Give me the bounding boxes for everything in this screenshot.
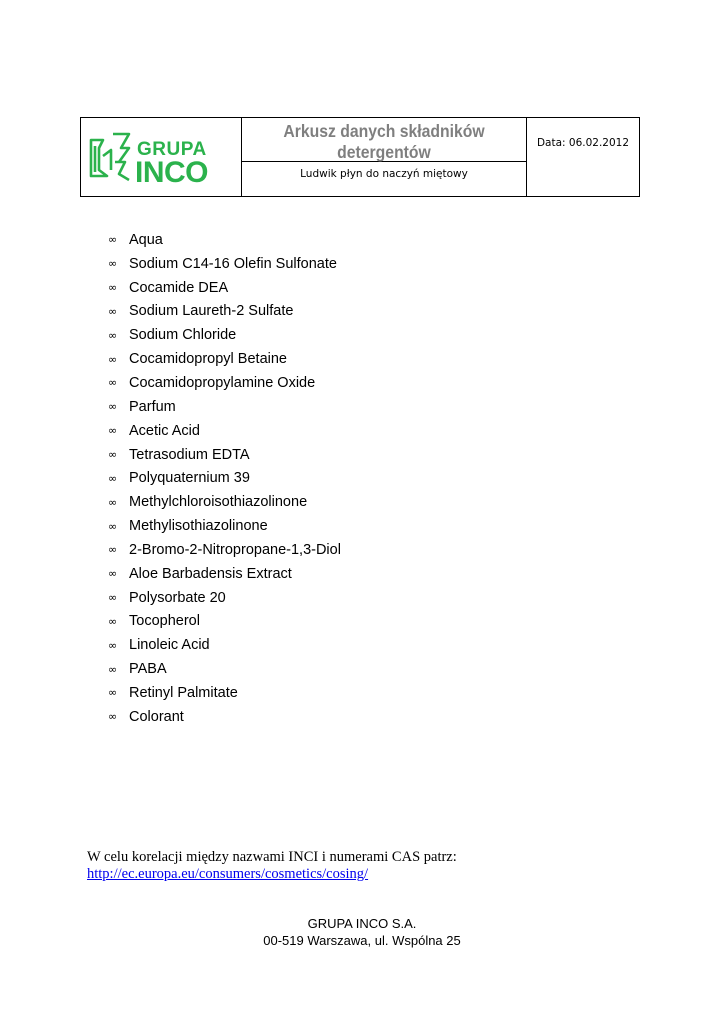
ingredient-name: Colorant bbox=[129, 708, 184, 725]
infinity-bullet-icon: ∞ bbox=[108, 400, 118, 414]
infinity-bullet-icon: ∞ bbox=[108, 519, 118, 533]
ingredient-name: Cocamidopropyl Betaine bbox=[129, 351, 287, 368]
product-name: Ludwik płyn do naczyń miętowy bbox=[300, 168, 468, 180]
ingredient-item bbox=[108, 443, 341, 467]
footer-address: 00-519 Warszawa, ul. Wspólna 25 bbox=[263, 933, 461, 948]
infinity-bullet-icon: ∞ bbox=[108, 352, 118, 366]
infinity-bullet-icon: ∞ bbox=[108, 662, 118, 676]
ingredient-item bbox=[108, 538, 341, 562]
ingredient-name: Aqua bbox=[129, 231, 163, 248]
ingredient-item bbox=[108, 466, 341, 490]
footer bbox=[0, 915, 724, 949]
infinity-bullet-icon: ∞ bbox=[108, 543, 118, 557]
infinity-bullet-icon: ∞ bbox=[108, 591, 118, 605]
ingredient-item bbox=[108, 490, 341, 514]
infinity-bullet-icon: ∞ bbox=[108, 281, 118, 295]
infinity-bullet-icon: ∞ bbox=[108, 471, 118, 485]
footer-company: GRUPA INCO S.A. bbox=[307, 916, 417, 931]
infinity-bullet-icon: ∞ bbox=[108, 376, 118, 390]
document-title: Arkusz danych składników detergentów bbox=[283, 121, 485, 162]
logo-word-grupa: GRUPA bbox=[137, 139, 207, 160]
ingredient-name: Sodium Chloride bbox=[129, 327, 237, 344]
logo-cell bbox=[81, 118, 242, 196]
date-cell bbox=[527, 118, 639, 162]
ingredient-item bbox=[108, 586, 341, 610]
infinity-bullet-icon: ∞ bbox=[108, 495, 118, 509]
cas-note-text: W celu korelacji między nazwami INCI i numerami CAS patrz: bbox=[87, 849, 457, 865]
infinity-bullet-icon: ∞ bbox=[108, 448, 118, 462]
ingredient-item bbox=[108, 681, 341, 705]
ingredient-name: Polysorbate 20 bbox=[129, 589, 226, 606]
infinity-bullet-icon: ∞ bbox=[108, 710, 118, 724]
ingredient-list bbox=[108, 228, 341, 729]
ingredient-item bbox=[108, 300, 341, 324]
ingredient-name: Polyquaternium 39 bbox=[129, 470, 250, 487]
infinity-bullet-icon: ∞ bbox=[108, 686, 118, 700]
ingredient-name: Methylchloroisothiazolinone bbox=[129, 494, 308, 511]
document-date: Data: 06.02.2012 bbox=[536, 137, 630, 149]
infinity-bullet-icon: ∞ bbox=[108, 304, 118, 318]
ingredient-name: Aloe Barbadensis Extract bbox=[129, 565, 292, 582]
ingredient-item bbox=[108, 347, 341, 371]
subtitle-cell bbox=[242, 162, 527, 196]
infinity-bullet-icon: ∞ bbox=[108, 638, 118, 652]
ingredient-name: Methylisothiazolinone bbox=[129, 518, 268, 535]
ingredient-item bbox=[108, 228, 341, 252]
infinity-bullet-icon: ∞ bbox=[108, 257, 118, 271]
title-cell bbox=[242, 118, 527, 162]
ingredient-item bbox=[108, 633, 341, 657]
ingredient-item bbox=[108, 323, 341, 347]
ingredient-item bbox=[108, 419, 341, 443]
ingredient-name: Linoleic Acid bbox=[129, 637, 210, 654]
ingredient-item bbox=[108, 610, 341, 634]
infinity-bullet-icon: ∞ bbox=[108, 424, 118, 438]
ingredient-name: Tocopherol bbox=[129, 613, 200, 630]
ingredient-name: Cocamide DEA bbox=[129, 279, 229, 296]
ingredient-name: 2-Bromo-2-Nitropropane-1,3-Diol bbox=[129, 541, 341, 558]
ingredient-item bbox=[108, 276, 341, 300]
ingredient-name: Sodium C14-16 Olefin Sulfonate bbox=[129, 255, 337, 272]
ingredient-item bbox=[108, 395, 341, 419]
ingredient-name: Acetic Acid bbox=[129, 422, 200, 439]
cosing-link[interactable]: http://ec.europa.eu/consumers/cosmetics/cosing/ bbox=[87, 866, 369, 882]
ingredient-item bbox=[108, 371, 341, 395]
infinity-bullet-icon: ∞ bbox=[108, 614, 118, 628]
infinity-bullet-icon: ∞ bbox=[108, 567, 118, 581]
ingredient-name: Sodium Laureth-2 Sulfate bbox=[129, 303, 294, 320]
ingredient-item bbox=[108, 657, 341, 681]
logo-word-inco: INCO bbox=[135, 156, 208, 189]
infinity-bullet-icon: ∞ bbox=[108, 233, 118, 247]
header-table bbox=[80, 117, 640, 197]
ingredient-name: Retinyl Palmitate bbox=[129, 684, 238, 701]
ingredient-item bbox=[108, 252, 341, 276]
grupa-inco-logo-icon bbox=[89, 132, 135, 182]
ingredient-item bbox=[108, 562, 341, 586]
ingredient-name: Tetrasodium EDTA bbox=[129, 446, 250, 463]
ingredient-name: Parfum bbox=[129, 398, 176, 415]
ingredient-item bbox=[108, 705, 341, 729]
cas-note bbox=[87, 849, 457, 883]
infinity-bullet-icon: ∞ bbox=[108, 328, 118, 342]
ingredient-name: PABA bbox=[129, 661, 167, 678]
ingredient-item bbox=[108, 514, 341, 538]
ingredient-name: Cocamidopropylamine Oxide bbox=[129, 374, 316, 391]
